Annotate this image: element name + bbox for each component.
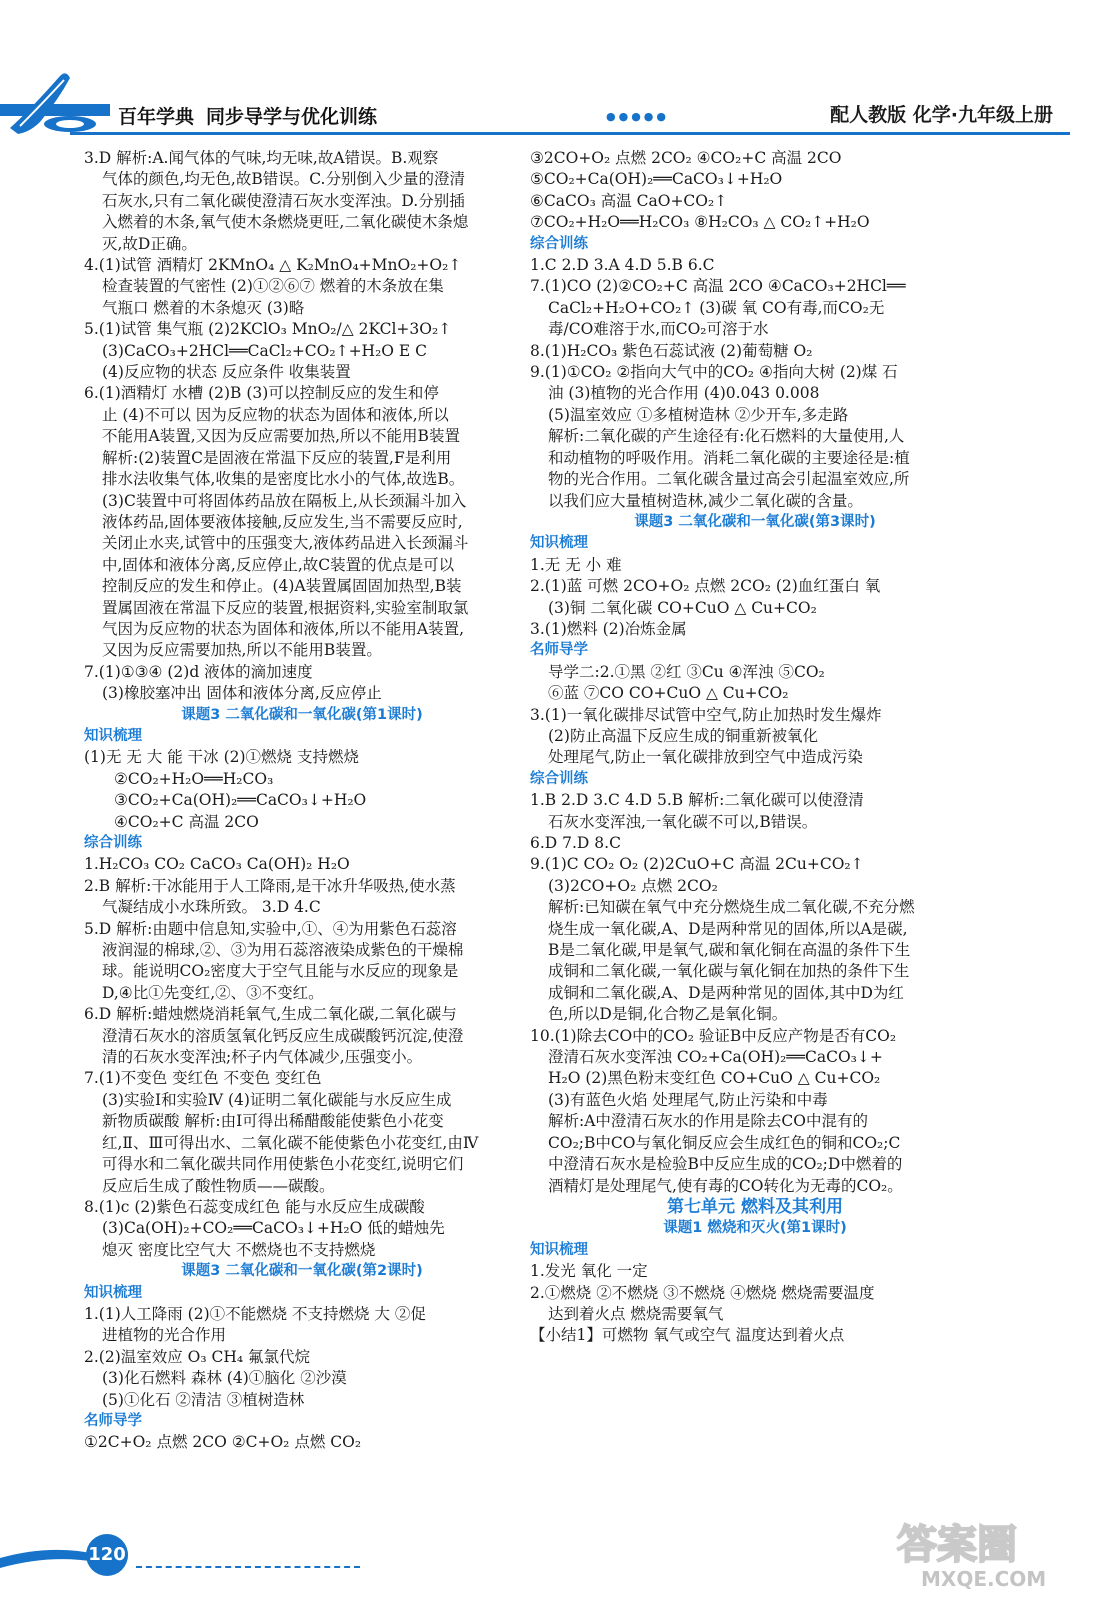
left-column [84,148,520,1454]
answer-line: (1)无 无 大 能 干冰 (2)①燃烧 支持燃烧 [84,748,359,767]
answer-line: CaCl₂+H₂O+CO₂↑ (3)碳 氧 CO有毒,而CO₂无 [548,298,885,317]
answer-line: 3.D 解析:A.闻气体的气味,均无味,故A错误。B.观察 [84,149,439,167]
decorative-dots: ●●●●● [606,110,669,123]
answer-line: 不能用A装置,又因为反应需要加热,所以不能用B装置 [102,427,460,446]
header-rule [70,132,1070,135]
answer-line: 控制反应的发生和停止。(4)A装置属固固加热型,B装 [102,577,462,596]
topic-heading: 课题3 二氧化碳和一氧化碳(第2课时) [181,1263,423,1280]
edition-label: 配人教版 化学·九年级上册 [830,104,1053,126]
feather-logo-icon [0,70,110,140]
answer-line: 石灰水,只有二氧化碳使澄清石灰水变浑浊。D.分别插 [102,191,465,210]
answer-line: ①2C+O₂ 点燃 2CO ②C+O₂ 点燃 CO₂ [84,1433,362,1452]
answer-line: 成铜和二氧化碳,一氧化碳与氧化铜在加热的条件下生 [548,962,910,981]
answer-line: 9.(1)C CO₂ O₂ (2)2CuO+C 高温 2Cu+CO₂↑ [530,855,864,874]
answer-line: 导学二:2.①黑 ②红 ③Cu ④浑浊 ⑤CO₂ [548,662,825,681]
svg-text:答案圈: 答案圈 [897,1522,1017,1568]
answer-line: ⑦CO₂+H₂O══H₂CO₃ ⑧H₂CO₃ △ CO₂↑+H₂O [530,213,870,232]
answer-line: 成铜和二氧化碳,A、D是两种常见的固体,其中D为红 [548,983,904,1002]
answer-line: 2.B 解析:干冰能用于人工降雨,是干冰升华吸热,使水蒸 [84,876,456,895]
answer-line: 气凝结成小水珠所致。 3.D 4.C [102,898,321,917]
answer-line: ②CO₂+H₂O══H₂CO₃ [114,769,274,788]
answer-line: 2.①燃烧 ②不燃烧 ③不燃烧 ④燃烧 燃烧需要温度 [530,1283,875,1302]
answer-line: 1.C 2.D 3.A 4.D 5.B 6.C [530,256,715,275]
answer-line: 气体的颜色,均无色,故B错误。C.分别倒入少量的澄清 [102,170,465,189]
section-heading: 综合训练 [530,770,588,787]
answer-line: 澄清石灰水变浑浊 CO₂+Ca(OH)₂══CaCO₃↓+ [548,1048,883,1067]
answer-line: (3)实验Ⅰ和实验Ⅳ (4)证明二氧化碳能与水反应生成 [102,1090,452,1109]
answer-line: 解析:A中澄清石灰水的作用是除去CO中混有的 [548,1112,868,1131]
answer-line: 处理尾气,防止一氧化碳排放到空气中造成污染 [548,748,863,767]
answer-line: 置属固液在常温下反应的装置,根据资料,实验室制取氯 [102,598,469,617]
answer-line: 1.发光 氧化 一定 [530,1262,648,1281]
answer-line: 【小结1】可燃物 氧气或空气 温度达到着火点 [530,1326,845,1345]
answer-line: (5)①化石 ②清洁 ③植树造林 [102,1390,305,1409]
answer-line: 6.D 解析:蜡烛燃烧消耗氧气,生成二氧化碳,二氧化碳与 [84,1005,457,1024]
footer-dashed-rule [136,1566,360,1568]
answer-line: 石灰水变浑浊,一氧化碳不可以,B错误。 [548,812,818,831]
watermark-logo [891,1514,1081,1592]
brand-name: 百年学典 [118,106,195,128]
answer-line: 6.D 7.D 8.C [530,834,621,852]
answer-line: 7.(1)①③④ (2)d 液体的滴加速度 [84,662,313,681]
answer-line: H₂O (2)黑色粉末变红色 CO+CuO △ Cu+CO₂ [548,1069,881,1088]
answer-line: 入燃着的木条,氧气使木条燃烧更旺,二氧化碳使木条熄 [102,213,469,232]
answer-line: 检查装置的气密性 (2)①②⑥⑦ 燃着的木条放在集 [102,277,444,296]
answer-line: (3)橡胶塞冲出 固体和液体分离,反应停止 [102,684,382,703]
answer-line: ③2CO+O₂ 点燃 2CO₂ ④CO₂+C 高温 2CO [530,149,842,167]
topic-heading: 课题3 二氧化碳和一氧化碳(第1课时) [181,706,423,723]
brand-title [118,102,377,129]
section-heading: 综合训练 [84,835,142,851]
answer-line: 1.(1)人工降雨 (2)①不能燃烧 不支持燃烧 大 ②促 [84,1304,426,1323]
answer-line: 毒/CO难溶于水,而CO₂可溶于水 [548,320,769,339]
answer-line: 2.(2)温室效应 O₃ CH₄ 氟氯代烷 [84,1347,311,1366]
answer-line: 解析:二氧化碳的产生途径有:化石燃料的大量使用,人 [548,427,905,446]
answer-line: 色,所以D是铜,化合物乙是氧化铜。 [548,1005,788,1024]
answer-line: 中,固体和液体分离,反应停止,故C装置的优点是可以 [102,555,455,574]
answer-line: (3)CaCO₃+2HCl══CaCl₂+CO₂↑+H₂O E C [102,341,428,360]
section-heading: 名师导学 [84,1412,142,1429]
answer-line: 3.(1)一氧化碳排尽试管中空气,防止加热时发生爆炸 [530,705,882,724]
answer-line: CO₂;B中CO与氧化铜反应会生成红色的铜和CO₂;C [548,1133,901,1152]
topic-heading: 课题1 燃烧和灭火(第1课时) [663,1220,847,1237]
answer-line: 8.(1)H₂CO₃ 紫色石蕊试液 (2)葡萄糖 O₂ [530,341,813,360]
answer-line: 进植物的光合作用 [102,1326,227,1345]
page-header [0,70,1093,140]
answer-line: 7.(1)不变色 变红色 不变色 变红色 [84,1069,322,1088]
answer-line: 又因为反应需要加热,所以不能用B装置。 [102,641,382,660]
unit-heading: 第七单元 燃料及其利用 [667,1196,843,1217]
answer-line: ④CO₂+C 高温 2CO [114,812,259,831]
answer-line: 油 (3)植物的光合作用 (4)0.043 0.008 [548,384,820,403]
answer-line: 6.(1)酒精灯 水槽 (2)B (3)可以控制反应的发生和停 [84,384,439,403]
section-heading: 名师导学 [530,642,588,659]
watermark-text: MXQE.COM [921,1567,1047,1591]
answer-line: 5.(1)试管 集气瓶 (2)2KClO₃ MnO₂/△ 2KCl+3O₂↑ [84,320,452,339]
answer-line: 物的光合作用。二氧化碳含量过高会引起温室效应,所 [548,470,910,489]
section-heading: 综合训练 [530,235,588,252]
answer-line: ⑤CO₂+Ca(OH)₂══CaCO₃↓+H₂O [530,170,783,189]
page-number: 120 [86,1534,128,1576]
answer-line: 1.无 无 小 难 [530,555,622,574]
answer-line: (2)防止高温下反应生成的铜重新被氧化 [548,726,818,745]
answer-line: (3)铜 二氧化碳 CO+CuO △ Cu+CO₂ [548,598,817,617]
answer-line: 球。能说明CO₂密度大于空气且能与水反应的现象是 [102,962,459,981]
page-footer [0,1510,1093,1600]
answer-line: 反应后生成了酸性物质——碳酸。 [102,1176,335,1195]
answer-line: 解析:已知碳在氧气中充分燃烧生成二氧化碳,不充分燃 [548,898,915,917]
answer-line: 酒精灯是处理尾气,使有毒的CO转化为无毒的CO₂。 [548,1176,903,1195]
answer-line: 烧生成一氧化碳,A、D是两种常见的固体,所以A是碳, [548,919,908,938]
answer-line: 关闭止水夹,试管中的压强变大,液体药品进入长颈漏斗 [102,534,469,553]
answer-line: 止 (4)不可以 因为反应物的状态为固体和液体,所以 [102,405,449,424]
brand-subtitle: 同步导学与优化训练 [206,106,378,128]
answer-line: 以我们应大量植树造林,减少二氧化碳的含量。 [548,491,863,510]
answer-line: (3)化石燃料 森林 (4)①脑化 ②沙漠 [102,1369,347,1388]
answer-line: 解析:(2)装置C是固液在常温下反应的装置,F是利用 [102,448,452,467]
topic-heading: 课题3 二氧化碳和一氧化碳(第3课时) [634,513,876,530]
section-heading: 知识梳理 [530,535,588,552]
section-heading: 知识梳理 [84,1284,142,1301]
answer-line: 5.D 解析:由题中信息知,实验中,①、④为用紫色石蕊溶 [84,919,457,938]
answer-line: 澄清石灰水的溶质氢氧化钙反应生成碳酸钙沉淀,使澄 [102,1026,464,1045]
answer-line: 熄灭 密度比空气大 不燃烧也不支持燃烧 [102,1240,376,1259]
answer-line: 和动植物的呼吸作用。消耗二氧化碳的主要途径是:植 [548,448,910,467]
answer-line: ⑥CaCO₃ 高温 CaO+CO₂↑ [530,191,728,210]
answer-line: B是二氧化碳,甲是氧气,碳和氧化铜在高温的条件下生 [548,941,911,960]
answer-line: ③CO₂+Ca(OH)₂══CaCO₃↓+H₂O [114,791,367,810]
answer-line: 气因为反应物的状态为固体和液体,所以不能用A装置, [102,619,465,638]
answer-line: 红,Ⅱ、Ⅲ可得出水、二氧化碳不能使紫色小花变红,由Ⅳ [102,1133,479,1152]
answer-line: (3)有蓝色火焰 处理尾气,防止污染和中毒 [548,1090,828,1109]
answer-line: 1.B 2.D 3.C 4.D 5.B 解析:二氧化碳可以使澄清 [530,791,864,810]
answer-line: 新物质碳酸 解析:由Ⅰ可得出稀醋酸能使紫色小花变 [102,1112,444,1131]
answer-line: ⑥蓝 ⑦CO CO+CuO △ Cu+CO₂ [548,684,789,703]
footer-swoosh-icon [0,1540,100,1570]
section-heading: 知识梳理 [84,727,142,744]
answer-line: D,④比①先变红,②、③不变红。 [102,983,324,1002]
right-column [530,148,980,1347]
answer-line: 可得水和二氧化碳共同作用使紫色小花变红,说明它们 [102,1155,464,1174]
answer-line: 液体药品,固体要液体接触,反应发生,当不需要反应时, [102,512,463,531]
answer-line: 10.(1)除去CO中的CO₂ 验证B中反应产物是否有CO₂ [530,1026,897,1045]
section-heading: 知识梳理 [530,1241,588,1258]
answer-line: 达到着火点 燃烧需要氧气 [548,1304,724,1323]
answer-line: (3)C装置中可将固体药品放在隔板上,从长颈漏斗加入 [102,491,467,510]
answer-line: (3)2CO+O₂ 点燃 2CO₂ [548,876,718,895]
answer-line: 7.(1)CO (2)②CO₂+C 高温 2CO ④CaCO₃+2HCl══ [530,277,906,296]
answer-line: 气瓶口 燃着的木条熄灭 (3)略 [102,298,305,317]
answer-line: 清的石灰水变浑浊;杯子内气体减少,压强变小。 [102,1048,423,1067]
answer-line: 2.(1)蓝 可燃 2CO+O₂ 点燃 2CO₂ (2)血红蛋白 氧 [530,577,881,596]
answer-line: 中澄清石灰水是检验B中反应生成的CO₂;D中燃着的 [548,1155,903,1174]
answer-line: (4)反应物的状态 反应条件 收集装置 [102,363,351,382]
answer-line: 排水法收集气体,收集的是密度比水小的气体,故选B。 [102,470,465,489]
answer-line: (5)温室效应 ①多植树造林 ②少开车,多走路 [548,405,849,424]
answer-line: 液润湿的棉球,②、③为用石蕊溶液染成紫色的干燥棉 [102,941,464,960]
answer-line: 灭,故D正确。 [102,234,197,253]
answer-line: 1.H₂CO₃ CO₂ CaCO₃ Ca(OH)₂ H₂O [84,855,350,874]
answer-line: 8.(1)c (2)紫色石蕊变成红色 能与水反应生成碳酸 [84,1197,425,1216]
answer-line: (3)Ca(OH)₂+CO₂══CaCO₃↓+H₂O 低的蜡烛先 [102,1219,445,1238]
answer-line: 3.(1)燃料 (2)冶炼金属 [530,619,687,638]
answer-line: 4.(1)试管 酒精灯 2KMnO₄ △ K₂MnO₄+MnO₂+O₂↑ [84,256,462,275]
answer-line: 9.(1)①CO₂ ②指向大气中的CO₂ ④指向大树 (2)煤 石 [530,363,898,382]
